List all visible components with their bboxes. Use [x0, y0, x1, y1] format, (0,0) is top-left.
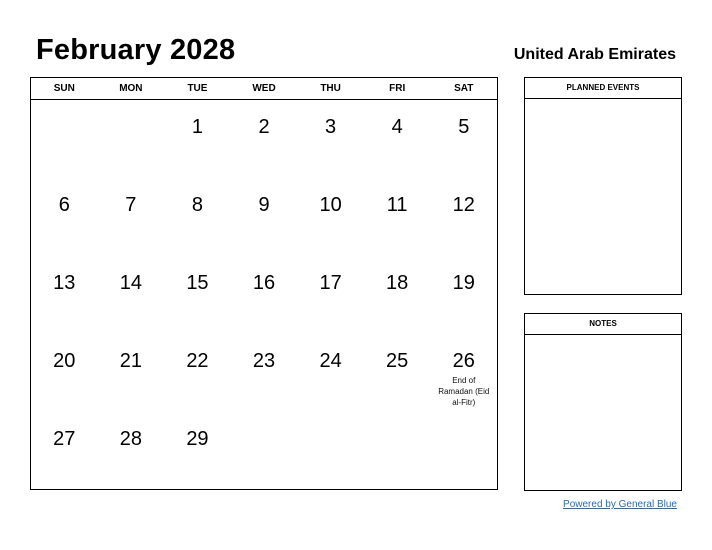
empty-day-cell — [364, 412, 431, 490]
day-number — [364, 427, 431, 451]
day-number: 12 — [452, 194, 475, 216]
week-row — [31, 334, 497, 412]
day-number: 17 — [319, 272, 342, 294]
day-number: 2 — [258, 116, 270, 138]
day-number: 22 — [186, 350, 209, 372]
day-cell[interactable] — [164, 334, 231, 412]
day-number: 14 — [119, 272, 142, 294]
dow-sat: SAT — [454, 83, 474, 94]
calendar-grid — [30, 77, 498, 490]
day-number: 1 — [191, 116, 203, 138]
country-label: United Arab Emirates — [513, 46, 676, 63]
notes-panel — [524, 313, 682, 491]
day-cell[interactable] — [430, 100, 497, 178]
day-cell[interactable] — [31, 256, 98, 334]
day-cell[interactable] — [364, 100, 431, 178]
day-of-week-header — [31, 78, 497, 100]
day-number: 21 — [119, 350, 142, 372]
day-cell[interactable] — [297, 100, 364, 178]
day-number: 18 — [386, 272, 409, 294]
holiday-label: End of Ramadan (Eid al-Fitr) — [438, 376, 490, 407]
day-cell[interactable] — [364, 334, 431, 412]
day-number: 4 — [391, 116, 403, 138]
day-number: 11 — [386, 194, 408, 216]
day-number: 28 — [119, 428, 142, 450]
day-cell[interactable] — [297, 256, 364, 334]
day-cell[interactable] — [297, 334, 364, 412]
dow-sun: SUN — [53, 83, 75, 94]
day-number: 19 — [452, 272, 475, 294]
day-number: 3 — [325, 116, 337, 138]
empty-day-cell — [297, 412, 364, 490]
day-cell[interactable] — [430, 334, 497, 412]
day-number: 10 — [319, 194, 342, 216]
day-cell[interactable] — [364, 178, 431, 256]
notes-heading: NOTES — [525, 314, 681, 335]
planned-events-heading: PLANNED EVENTS — [525, 78, 681, 99]
day-cell[interactable] — [31, 412, 98, 490]
week-row — [31, 100, 497, 178]
dow-thu: THU — [320, 83, 341, 94]
empty-day-cell — [31, 100, 98, 178]
day-cell[interactable] — [98, 334, 165, 412]
day-cell[interactable] — [430, 256, 497, 334]
day-number — [31, 115, 98, 139]
day-number: 6 — [58, 194, 70, 216]
day-cell[interactable] — [231, 100, 298, 178]
day-number — [297, 427, 364, 451]
week-row — [31, 178, 497, 256]
day-cell[interactable] — [231, 178, 298, 256]
calendar-weeks — [31, 100, 497, 490]
day-number — [231, 427, 298, 451]
day-cell[interactable] — [231, 334, 298, 412]
day-cell[interactable] — [164, 412, 231, 490]
day-number: 25 — [386, 350, 409, 372]
day-cell[interactable] — [430, 178, 497, 256]
day-number: 9 — [258, 194, 270, 216]
powered-by-link[interactable]: Powered by General Blue — [563, 499, 677, 510]
day-cell[interactable] — [31, 178, 98, 256]
day-number: 29 — [186, 428, 209, 450]
planned-events-panel — [524, 77, 682, 295]
day-number: 24 — [319, 350, 342, 372]
day-cell[interactable] — [364, 256, 431, 334]
dow-mon: MON — [119, 83, 143, 94]
day-number: 13 — [53, 272, 76, 294]
day-number: 27 — [53, 428, 76, 450]
day-number: 8 — [191, 194, 203, 216]
day-number — [430, 427, 497, 451]
day-cell[interactable] — [164, 256, 231, 334]
dow-wed: WED — [252, 83, 276, 94]
day-cell[interactable] — [98, 178, 165, 256]
day-number: 26 — [452, 350, 475, 372]
day-cell[interactable] — [164, 178, 231, 256]
day-cell[interactable] — [297, 178, 364, 256]
week-row — [31, 256, 497, 334]
page-title: February 2028 — [36, 34, 236, 66]
empty-day-cell — [231, 412, 298, 490]
day-cell[interactable] — [164, 100, 231, 178]
dow-fri: FRI — [389, 83, 406, 94]
day-number: 16 — [252, 272, 276, 294]
day-cell[interactable] — [98, 412, 165, 490]
day-cell[interactable] — [98, 256, 165, 334]
empty-day-cell — [430, 412, 497, 490]
empty-day-cell — [98, 100, 165, 178]
dow-tue: TUE — [187, 83, 208, 94]
day-number: 5 — [458, 116, 470, 138]
day-number: 20 — [53, 350, 76, 372]
day-cell[interactable] — [31, 334, 98, 412]
day-number: 23 — [252, 350, 276, 372]
day-number: 15 — [186, 272, 209, 294]
week-row — [31, 412, 497, 490]
day-number: 7 — [125, 194, 137, 216]
day-cell[interactable] — [231, 256, 298, 334]
day-number — [98, 115, 165, 139]
